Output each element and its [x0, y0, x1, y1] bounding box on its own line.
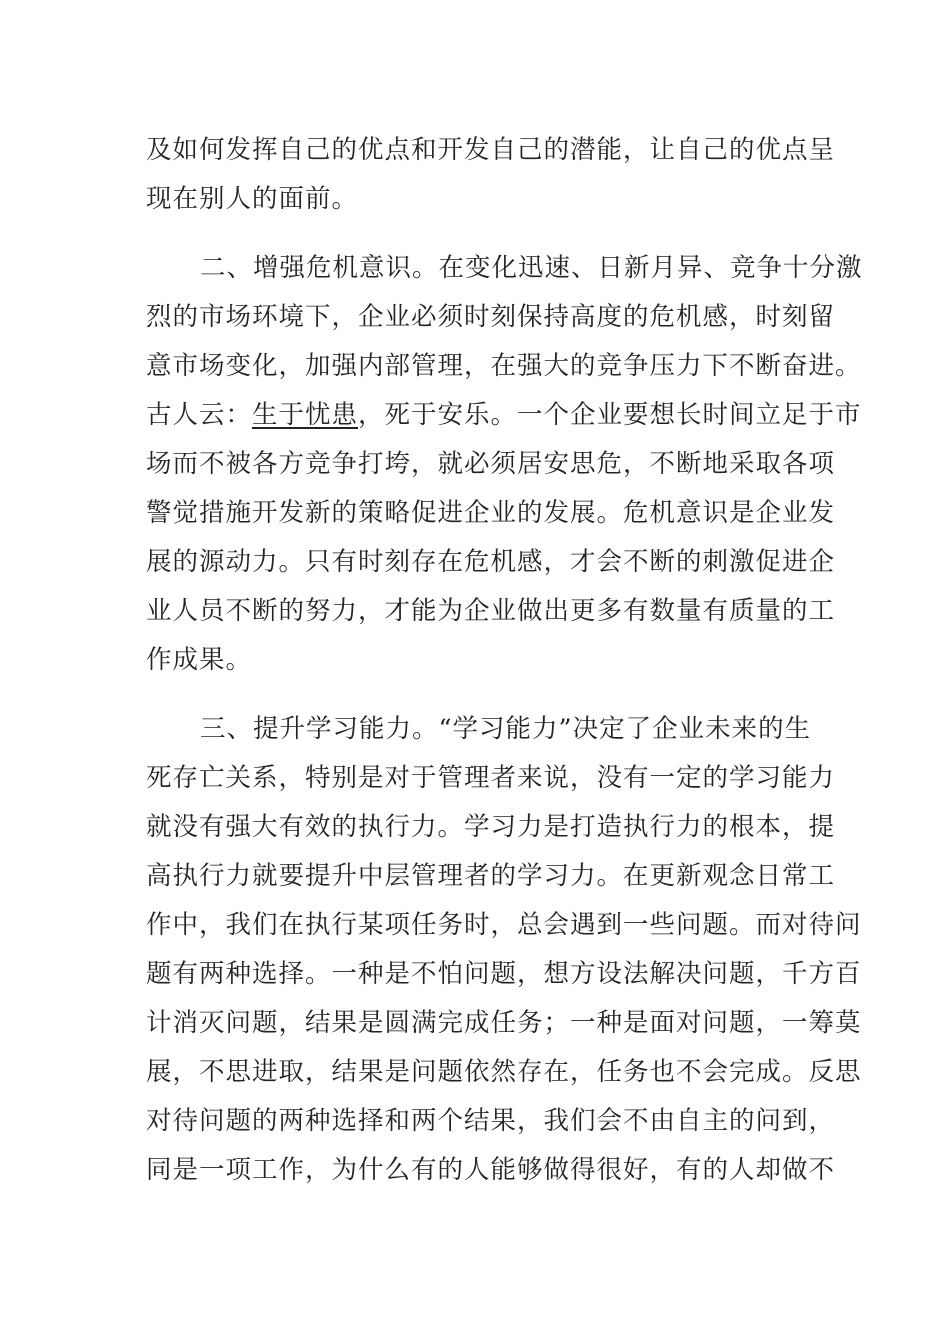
text-line: 警觉措施开发新的策略促进企业的发展。危机意识是企业发: [146, 498, 836, 528]
text-line: [146, 391, 862, 440]
text-line: 及如何发挥自己的优点和开发自己的潜能，让自己的优点呈: [146, 135, 836, 165]
underlined-idiom: 生于忧患: [252, 400, 359, 430]
text-line: 作中，我们在执行某项任务时，总会遇到一些问题。而对待问: [146, 910, 862, 940]
text-line: 同是一项工作，为什么有的人能够做得很好，有的人却做不: [146, 1155, 836, 1185]
text-line: 现在别人的面前。: [146, 184, 359, 214]
text-line: 二、增强危机意识。在变化迅速、日新月异、竞争十分激: [200, 253, 863, 283]
text-line: 高执行力就要提升中层管理者的学习力。在更新观念日常工: [146, 861, 836, 891]
paragraph-crisis-awareness: [146, 244, 863, 685]
text-line: 作成果。: [146, 645, 253, 675]
text-line: 题有两种选择。一种是不怕问题，想方设法解决问题，千方百: [146, 959, 862, 989]
text-line: 意市场变化，加强内部管理，在强大的竞争压力下不断奋进。: [146, 351, 862, 381]
paragraph-intro-continuation: [146, 126, 836, 224]
text-line: 死存亡关系，特别是对于管理者来说，没有一定的学习能力: [146, 763, 836, 793]
text-line: 三、提升学习能力。“学习能力”决定了企业未来的生: [200, 714, 812, 744]
text-line: 计消灭问题，结果是圆满完成任务；一种是面对问题，一筹莫: [146, 1008, 862, 1038]
text-line: 展，不思进取，结果是问题依然存在，任务也不会完成。反思: [146, 1057, 862, 1087]
text-line: 对待问题的两种选择和两个结果，我们会不由自主的问到，: [146, 1106, 836, 1136]
text-line: 就没有强大有效的执行力。学习力是打造执行力的根本，提: [146, 812, 836, 842]
text-line: 展的源动力。只有时刻存在危机感，才会不断的刺激促进企: [146, 547, 836, 577]
text-fragment: ，死于安乐。一个企业要想长时间立足于市: [358, 400, 862, 430]
text-line: 业人员不断的努力，才能为企业做出更多有数量有质量的工: [146, 596, 836, 626]
text-line: 场而不被各方竞争打垮，就必须居安思危，不断地采取各项: [146, 449, 836, 479]
text-fragment: 古人云：: [146, 400, 253, 430]
paragraph-learning-ability: [146, 705, 862, 1195]
text-line: 烈的市场环境下，企业必须时刻保持高度的危机感，时刻留: [146, 302, 836, 332]
